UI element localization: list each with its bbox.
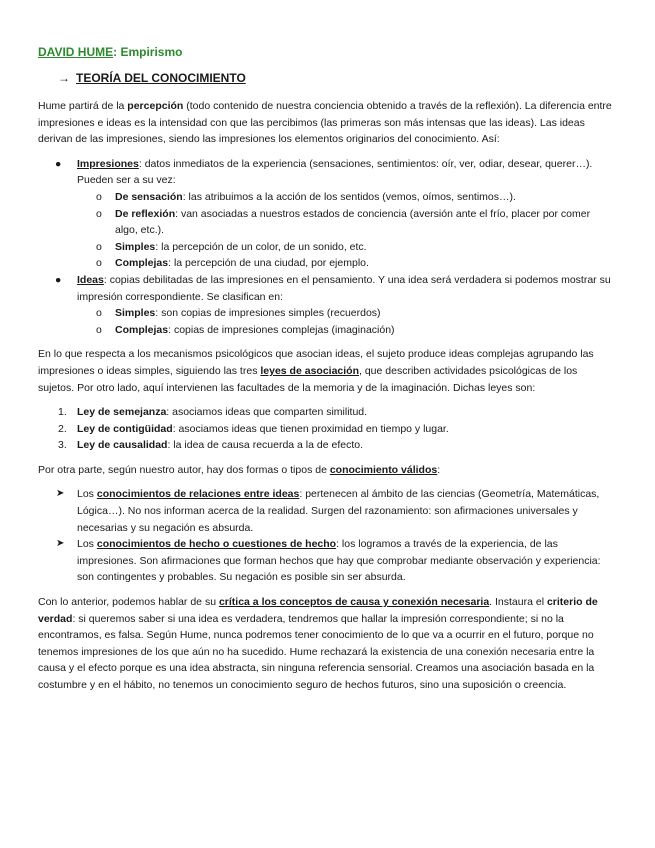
critica-paragraph: Con lo anterior, podemos hablar de su crítica a los conceptos de causa y conexión necesaria. Instaura el criterio de verdad: si queremos saber si una idea es verdadera, tendremos que hallar la impresión correspondiente; si no la encontramos, es falsa. Según Hume, nunca podremos tener conocimiento de lo que va a ocurrir en el futuro, porque no tenemos impresiones de los que aún no ha sucedido. Hume rechazará la existencia de una conexión necesaria entre la causa y el efecto porque es una idea abstracta, sin ninguna referencia sensorial. Creamos una asociación basada en la costumbre y en el hábito, no tenemos un conocimiento seguro de hechos futuros, sino una suposición o creencia. xyxy=(38,596,598,691)
circle-bullet-icon: o xyxy=(96,240,102,253)
list-item: 3. Ley de causalidad: la idea de causa recuerda a la de efecto. xyxy=(58,439,364,452)
list-item: o Simples: son copias de impresiones simples (recuerdos) xyxy=(38,305,615,322)
circle-bullet-icon: o xyxy=(96,323,102,336)
circle-bullet-icon: o xyxy=(96,257,102,270)
author-name: DAVID HUME xyxy=(38,45,114,59)
list-item: 2. Ley de contigüidad: asociamos ideas que tienen proximidad en tiempo y lugar. xyxy=(58,422,449,435)
list-item: 1. Ley de semejanza: asociamos ideas que comparten similitud. xyxy=(58,406,368,419)
bullet-icon: ● xyxy=(55,157,62,170)
list-item: o Complejas: copias de impresiones complejas (imaginación) xyxy=(38,322,615,339)
section-heading xyxy=(58,70,615,88)
section-title: TEORÍA DEL CONOCIMIENTO xyxy=(76,71,246,85)
movement-name: Empirismo xyxy=(120,45,183,59)
arrowhead-bullet-icon: ➤ xyxy=(56,538,65,550)
list-item-impresiones: ● Impresiones: datos inmediatos de la experiencia (sensaciones, sentimientos: oír, ver, odiar, desear, querer…). Pueden ser a su vez: xyxy=(55,157,593,187)
intro-paragraph: Hume partirá de la percepción (todo contenido de nuestra conciencia obtenido a través de la reflexión). La diferencia entre impresiones e ideas es la intensidad con que las percibimos (las primeras son más intensas que las ideas). Las ideas derivan de las impresiones, siendo las impresiones los elementos originarios del conocimiento. Así: xyxy=(38,100,612,146)
list-item: o De sensación: las atribuimos a la acción de los sentidos (vemos, oímos, sentimos…). xyxy=(38,189,615,206)
percepciones-list xyxy=(38,156,615,339)
circle-bullet-icon: o xyxy=(96,307,102,320)
tipos-paragraph: Por otra parte, según nuestro autor, hay dos formas o tipos de conocimiento válidos: xyxy=(38,463,441,476)
circle-bullet-icon: o xyxy=(96,190,102,203)
list-item: o De reflexión: van asociadas a nuestros estados de conciencia (aversión ante el frío, placer por comer algo, etc.). xyxy=(96,207,591,237)
circle-bullet-icon: o xyxy=(96,207,102,220)
list-item: ➤ Los conocimientos de relaciones entre ideas: pertenecen al ámbito de las ciencias (Geometría, Matemáticas, Lógica…). No nos informan acerca de la realidad. Surgen del razonamiento: son afirmaciones universales y necesarias y su negación es absurda. xyxy=(56,488,600,534)
arrowhead-bullet-icon: ➤ xyxy=(56,488,65,500)
leyes-list xyxy=(38,404,615,454)
list-item: ➤ Los conocimientos de hecho o cuestiones de hecho: los logramos a través de la experiencia, de las impresiones. Son afirmaciones que forman hechos que hay que comprobar mediante observación y experiencia: son contingentes y probables. Su negación es posible sin ser absurda. xyxy=(56,538,601,584)
bullet-icon: ● xyxy=(55,273,62,286)
conocimientos-list xyxy=(38,486,615,586)
list-item: o Complejas: la percepción de una ciudad, por ejemplo. xyxy=(38,255,615,272)
list-item: o Simples: la percepción de un color, de un sonido, etc. xyxy=(38,239,615,256)
arrow-icon: → xyxy=(58,71,70,85)
document-title: DAVID HUME: Empirismo xyxy=(38,45,183,59)
asociacion-paragraph: En lo que respecta a los mecanismos psicológicos que asocian ideas, el sujeto produce ideas complejas agrupando las impresiones o ideas simples, siguiendo las tres leyes de asociación, que describen actividades psicológicas de los sujetos. Por otro lado, aquí intervienen las facultades de la memoria y de la imaginación. Dichas leyes son: xyxy=(38,348,594,394)
list-item-ideas: ● Ideas: copias debilitadas de las impresiones en el pensamiento. Y una idea será verdadera si podemos mostrar su impresión correspondiente. Se clasifican en: xyxy=(55,273,611,303)
